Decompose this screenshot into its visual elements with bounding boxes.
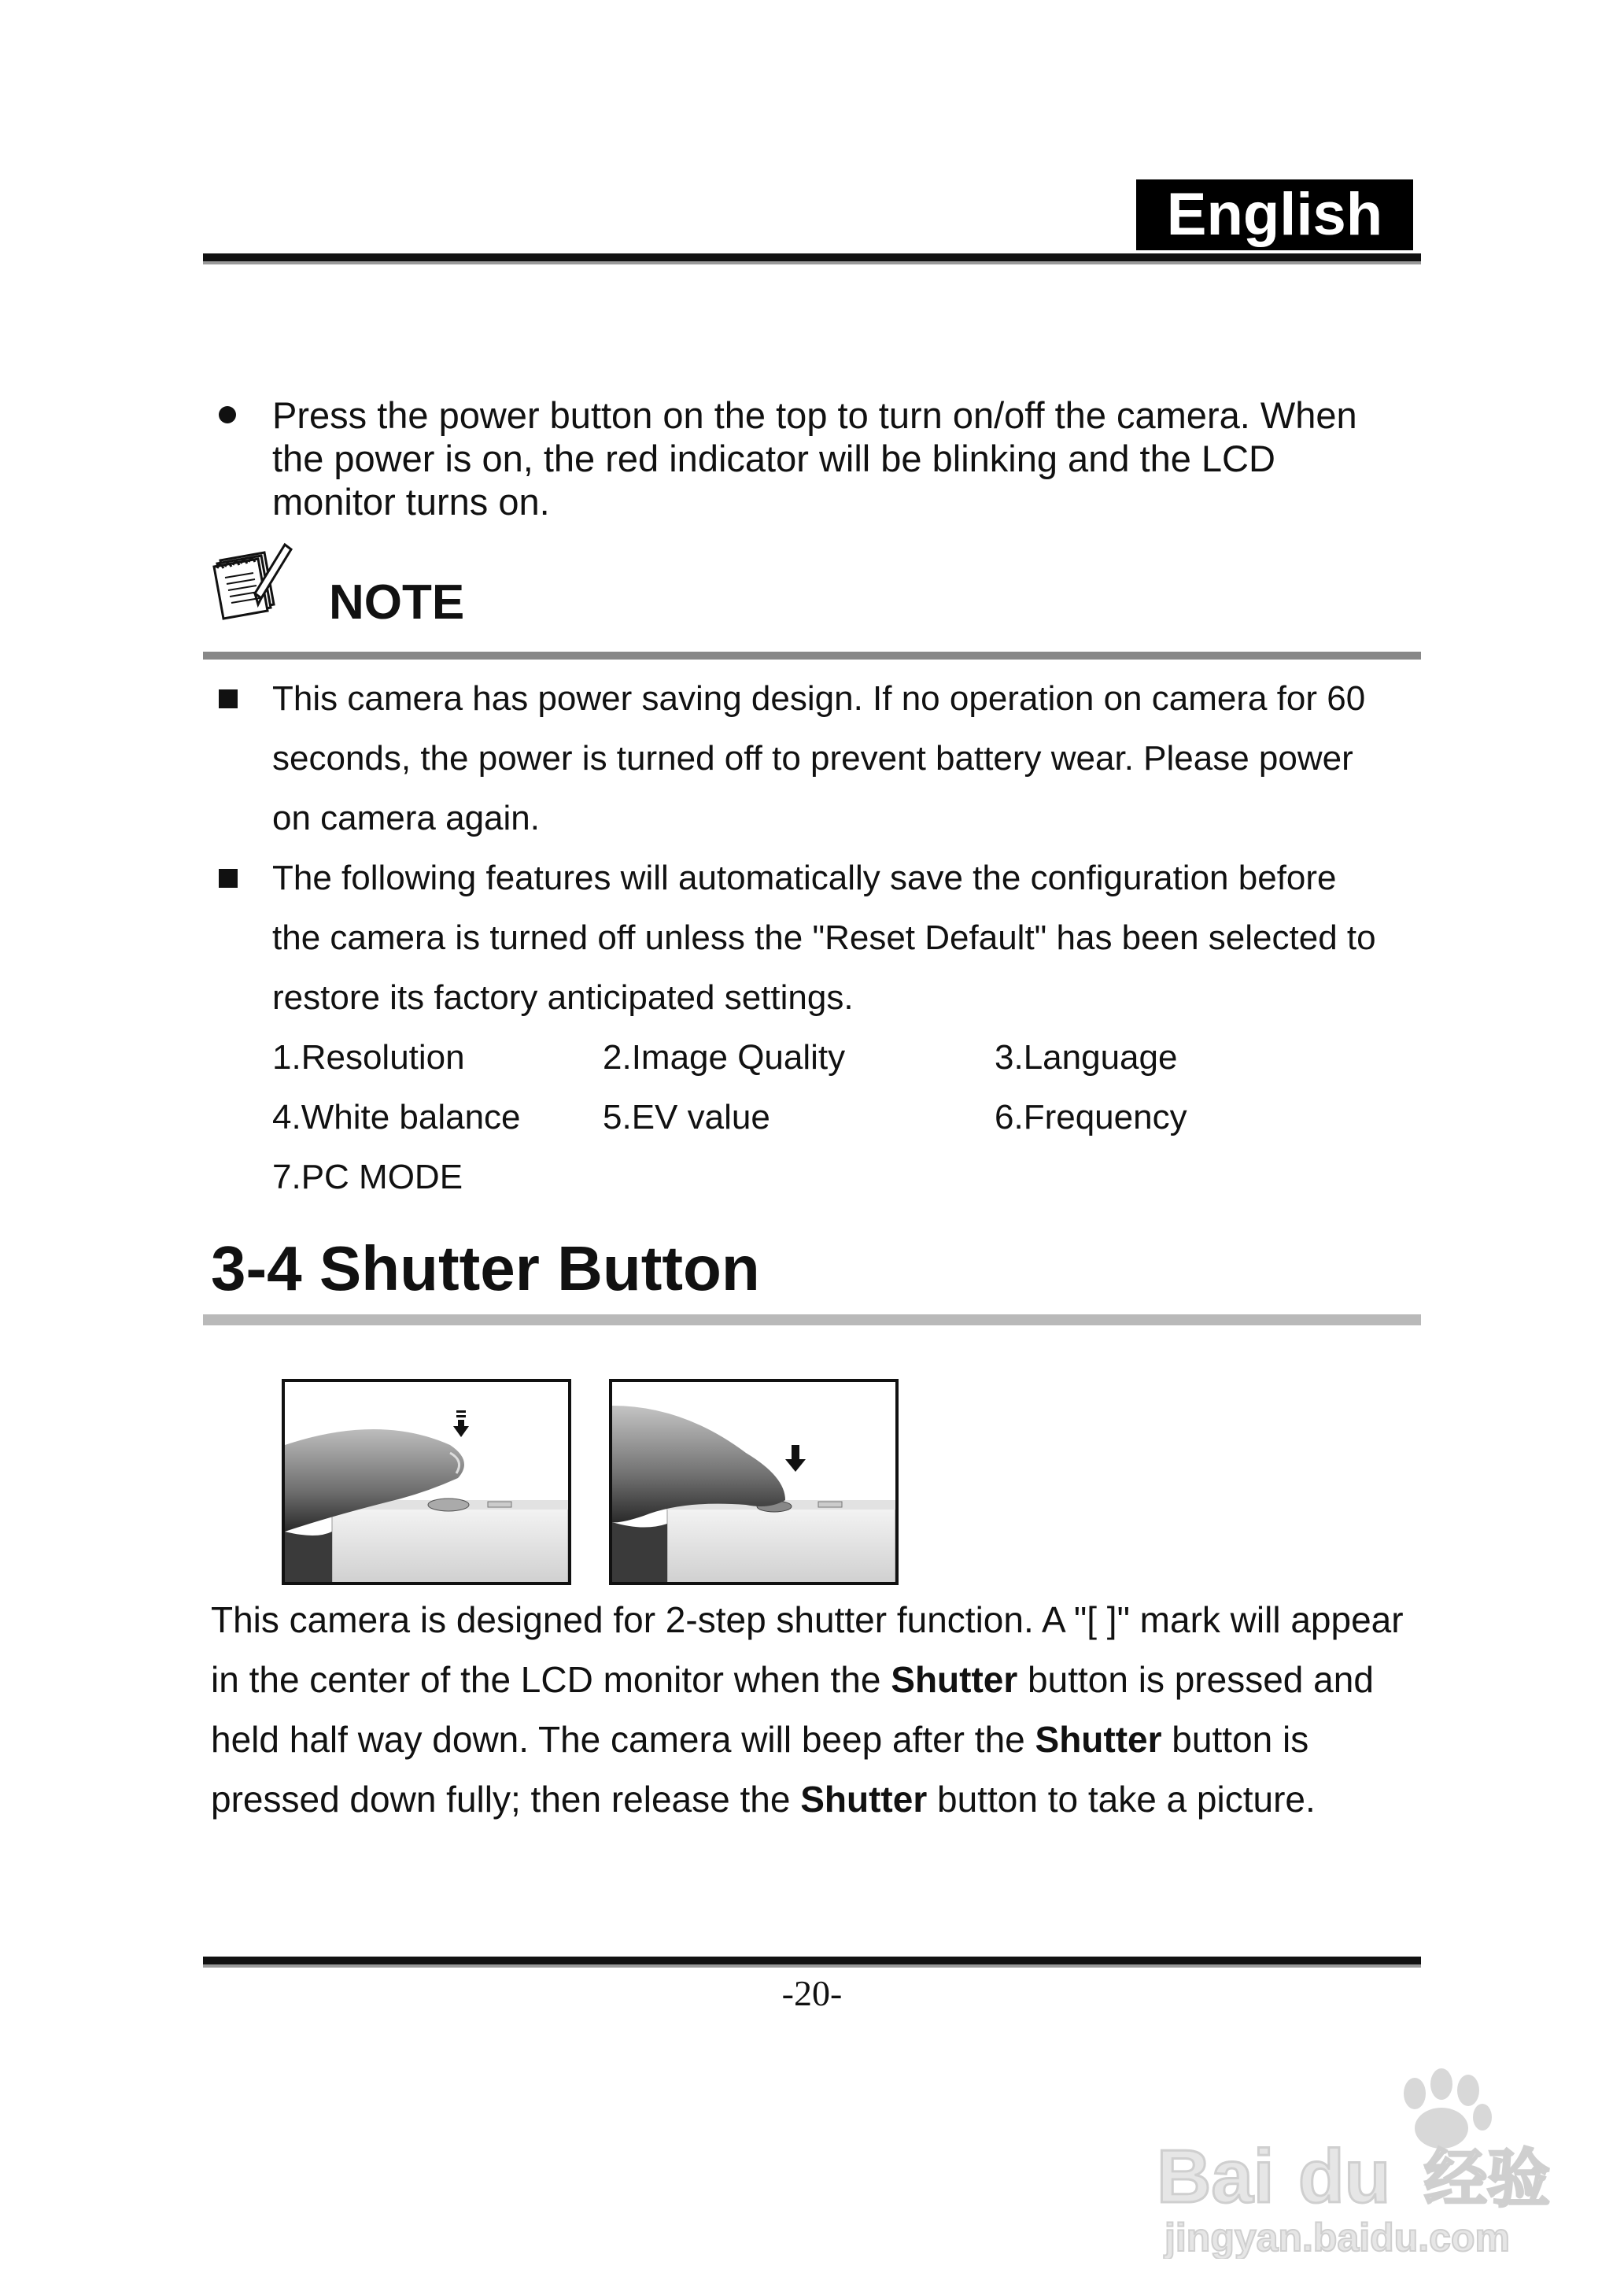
note-line: on camera again. bbox=[272, 799, 540, 837]
header-rule-shadow bbox=[203, 261, 1421, 264]
features-row bbox=[272, 1088, 1295, 1148]
body-text-run: This camera is designed for 2-step shutter function. A "[ ]" mark will appear in the center of the LCD monitor when the bbox=[211, 1599, 1404, 1700]
page-number: -20- bbox=[781, 1973, 843, 2013]
feature-item: 6.Frequency bbox=[995, 1098, 1187, 1136]
note-title: NOTE bbox=[329, 575, 465, 630]
feature-item: 4.White balance bbox=[272, 1098, 521, 1136]
feature-item: 5.EV value bbox=[603, 1098, 770, 1136]
section-heading: 3-4 Shutter Button bbox=[211, 1233, 760, 1303]
watermark-brand-cn: 经验 bbox=[1424, 2142, 1550, 2216]
watermark-url: jingyan.baidu.com bbox=[1164, 2216, 1510, 2259]
feature-item: 2.Image Quality bbox=[603, 1038, 846, 1077]
square-bullet bbox=[219, 869, 238, 888]
footer-rule-shadow bbox=[203, 1964, 1421, 1968]
watermark-brand-du: du bbox=[1298, 2134, 1391, 2219]
note-line: seconds, the power is turned off to prevent battery wear. Please power bbox=[272, 739, 1353, 778]
note-rule bbox=[203, 652, 1421, 660]
watermark-brand: Bai bbox=[1157, 2134, 1275, 2219]
features-row bbox=[272, 1028, 1295, 1088]
feature-item: 7.PC MODE bbox=[272, 1158, 463, 1196]
note-item-2 bbox=[272, 848, 1437, 1028]
header-rule bbox=[203, 253, 1421, 261]
feature-item: 3.Language bbox=[995, 1038, 1178, 1077]
body-text-run: button is pressed down fully; then release the bbox=[211, 1719, 1309, 1820]
intro-paragraph bbox=[272, 394, 1437, 523]
note-line: This camera has power saving design. If no operation on camera for 60 bbox=[272, 679, 1366, 718]
note-line: the camera is turned off unless the "Reset Default" has been selected to bbox=[272, 918, 1376, 957]
baidu-watermark bbox=[1149, 2062, 1589, 2259]
features-list bbox=[272, 1028, 1295, 1207]
features-row bbox=[272, 1148, 1295, 1207]
shutter-term: Shutter bbox=[800, 1779, 928, 1820]
note-line: restore its factory anticipated settings. bbox=[272, 978, 854, 1017]
square-bullet bbox=[219, 689, 238, 708]
half-press-photo bbox=[282, 1379, 571, 1585]
body-text-run: button to take a picture. bbox=[927, 1779, 1316, 1820]
note-item-1 bbox=[272, 669, 1437, 848]
shutter-term: Shutter bbox=[891, 1659, 1018, 1700]
full-press-photo bbox=[609, 1379, 899, 1585]
shutter-description bbox=[211, 1590, 1407, 1829]
feature-item: 1.Resolution bbox=[272, 1038, 465, 1077]
intro-line: the power is on, the red indicator will be blinking and the LCD bbox=[272, 438, 1275, 479]
note-line: The following features will automatically save the configuration before bbox=[272, 859, 1337, 897]
footer-rule bbox=[203, 1957, 1421, 1964]
shutter-term: Shutter bbox=[1035, 1719, 1162, 1760]
language-badge: English bbox=[1136, 179, 1413, 250]
bullet-dot bbox=[219, 406, 236, 423]
section-rule bbox=[203, 1314, 1421, 1325]
intro-line: Press the power button on the top to turn on/off the camera. When bbox=[272, 394, 1357, 436]
intro-line: monitor turns on. bbox=[272, 481, 550, 523]
notepad-pencil-icon bbox=[209, 537, 296, 623]
body-text-run: button is pressed and held half way down. The camera will beep after the bbox=[211, 1659, 1374, 1760]
